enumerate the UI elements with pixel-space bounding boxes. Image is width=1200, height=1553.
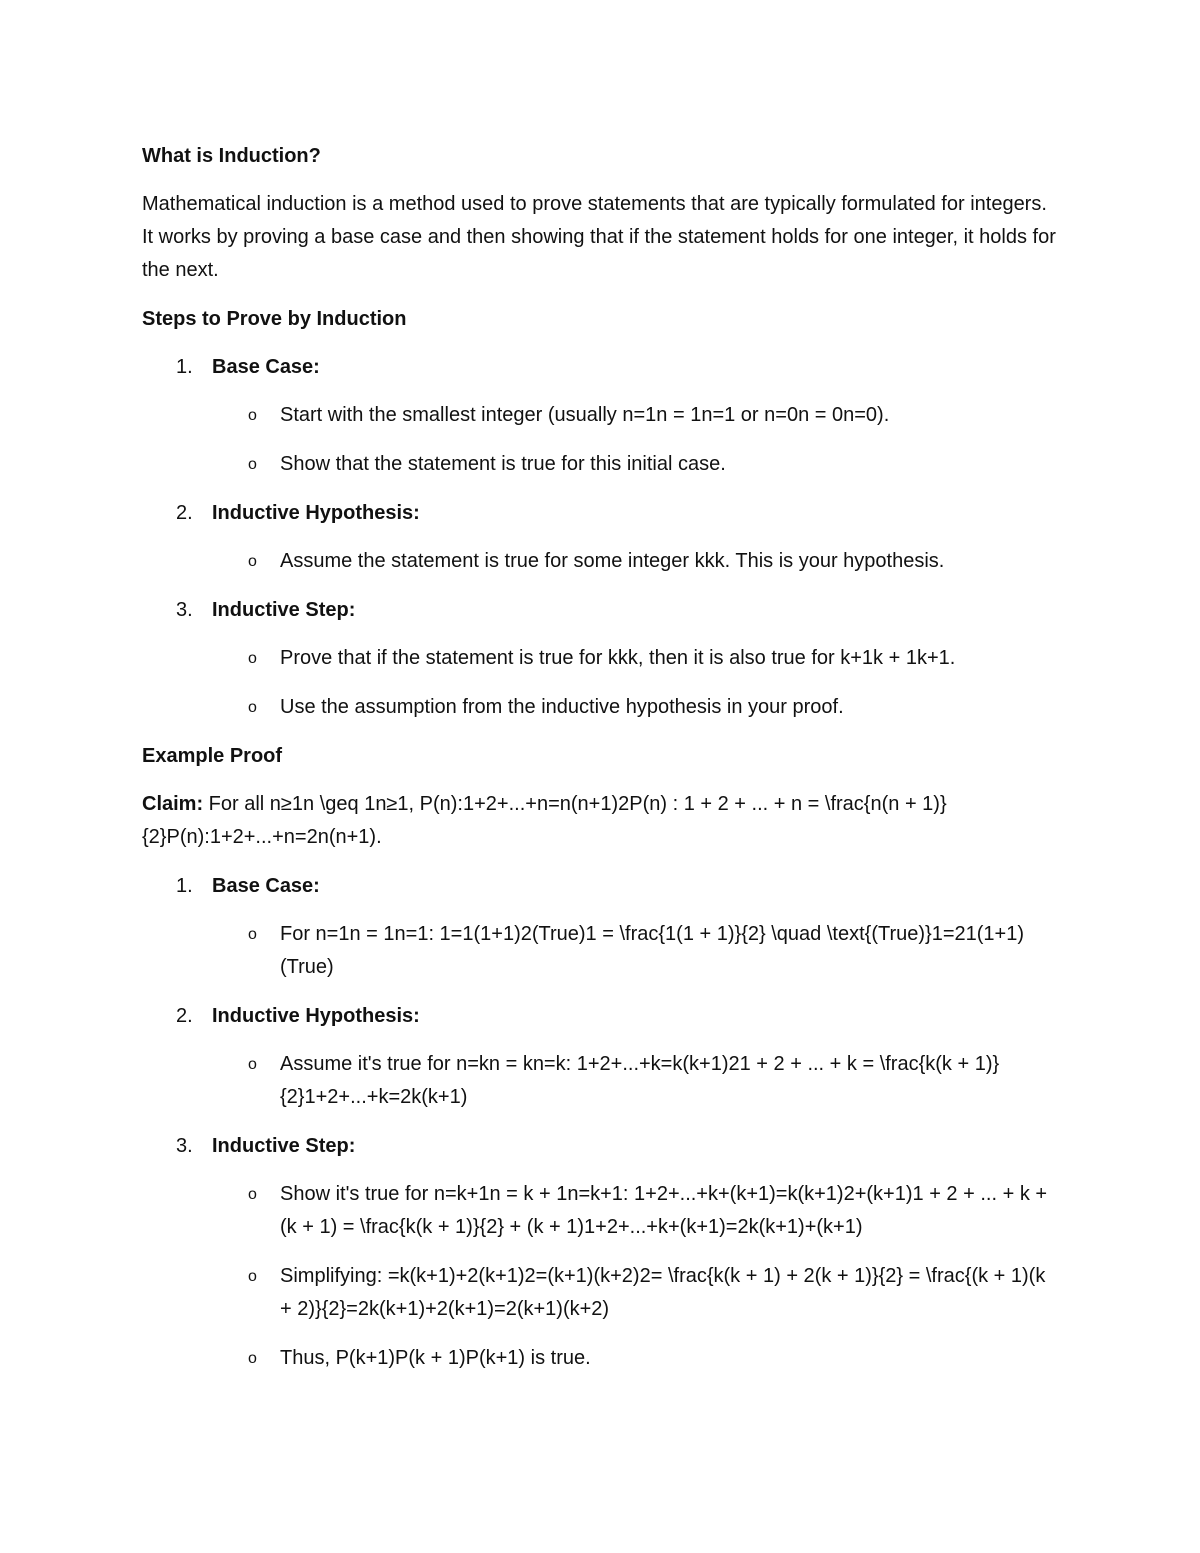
step-item (142, 594, 1062, 724)
intro-paragraph: Mathematical induction is a method used to prove statements that are typically formulated for integers. It works by proving a base case and then showing that if the statement holds for one integer, it holds for the next. (142, 193, 1056, 281)
proof-steps-list (142, 870, 1062, 1375)
circle-bullet-icon: o (248, 456, 257, 473)
step-title: Base Case: (212, 875, 320, 897)
step-title: Inductive Step: (212, 599, 356, 621)
circle-bullet-icon: o (248, 699, 257, 716)
step-title: Inductive Hypothesis: (212, 1005, 420, 1027)
claim-paragraph (142, 788, 1062, 854)
bullet-text: Simplifying: =k(k+1)+2(k+1)2=(k+1)(k+2)2= \frac{k(k + 1) + 2(k + 1)}{2} = \frac{(k + 1)(k + 2)}{2}=2k(k+1)+2(k+1)=2(k+1)(k+2) (280, 1265, 1046, 1320)
step-title: Base Case: (212, 356, 320, 378)
circle-bullet-icon: o (248, 1186, 257, 1203)
proof-step-item (142, 1000, 1062, 1114)
section-title-steps: Steps to Prove by Induction (142, 308, 407, 330)
claim-label: Claim: (142, 793, 204, 815)
circle-bullet-icon: o (248, 1056, 257, 1073)
bullet-item (142, 1342, 1062, 1375)
circle-bullet-icon: o (248, 553, 257, 570)
step-number: 1. (176, 875, 193, 897)
bullet-text: Show it's true for n=k+1n = k + 1n=k+1: 1+2+...+k+(k+1)=k(k+1)2+(k+1)1 + 2 + ... + k + (k + 1) = \frac{k(k + 1)}{2} + (k + 1)1+2+...+k+(k+1)=2k(k+1)+(k+1) (280, 1183, 1048, 1238)
document-page (142, 140, 1062, 1391)
step-number: 3. (176, 1135, 193, 1157)
proof-step-item (142, 870, 1062, 984)
bullet-item (142, 1048, 1062, 1114)
circle-bullet-icon: o (248, 1350, 257, 1367)
bullet-text: For n=1n = 1n=1: 1=1(1+1)2(True)1 = \frac{1(1 + 1)}{2} \quad \text{(True)}1=21(1+1)(True) (280, 923, 1025, 978)
proof-step-item (142, 1130, 1062, 1375)
bullet-text: Thus, P(k+1)P(k + 1)P(k+1) is true. (280, 1347, 591, 1369)
bullet-text: Prove that if the statement is true for kkk, then it is also true for k+1k + 1k+1. (280, 647, 956, 669)
bullet-item (142, 1178, 1062, 1244)
step-number: 3. (176, 599, 193, 621)
bullet-item (142, 399, 1062, 432)
section-title-what-is-induction: What is Induction? (142, 145, 321, 167)
bullet-text: Show that the statement is true for this initial case. (280, 453, 726, 475)
steps-list (142, 351, 1062, 724)
bullet-item (142, 691, 1062, 724)
step-number: 1. (176, 356, 193, 378)
step-number: 2. (176, 502, 193, 524)
step-number: 2. (176, 1005, 193, 1027)
circle-bullet-icon: o (248, 650, 257, 667)
step-title: Inductive Step: (212, 1135, 356, 1157)
bullet-text: Assume the statement is true for some integer kkk. This is your hypothesis. (280, 550, 945, 572)
bullet-item (142, 448, 1062, 481)
step-item (142, 497, 1062, 578)
bullet-text: Assume it's true for n=kn = kn=k: 1+2+...+k=k(k+1)21 + 2 + ... + k = \frac{k(k + 1)}{2}1+2+...+k=2k(k+1) (280, 1053, 1000, 1108)
step-title: Inductive Hypothesis: (212, 502, 420, 524)
circle-bullet-icon: o (248, 926, 257, 943)
bullet-item (142, 918, 1062, 984)
circle-bullet-icon: o (248, 1268, 257, 1285)
bullet-text: Use the assumption from the inductive hypothesis in your proof. (280, 696, 844, 718)
bullet-item (142, 545, 1062, 578)
bullet-item (142, 642, 1062, 675)
section-title-example-proof: Example Proof (142, 745, 283, 767)
claim-text: For all n≥1n \geq 1n≥1, P(n):1+2+...+n=n(n+1)2P(n) : 1 + 2 + ... + n = \frac{n(n + 1)}{2}P(n):1+2+...+n=2n(n+1). (142, 793, 947, 848)
circle-bullet-icon: o (248, 407, 257, 424)
bullet-text: Start with the smallest integer (usually n=1n = 1n=1 or n=0n = 0n=0). (280, 404, 890, 426)
bullet-item (142, 1260, 1062, 1326)
step-item (142, 351, 1062, 481)
